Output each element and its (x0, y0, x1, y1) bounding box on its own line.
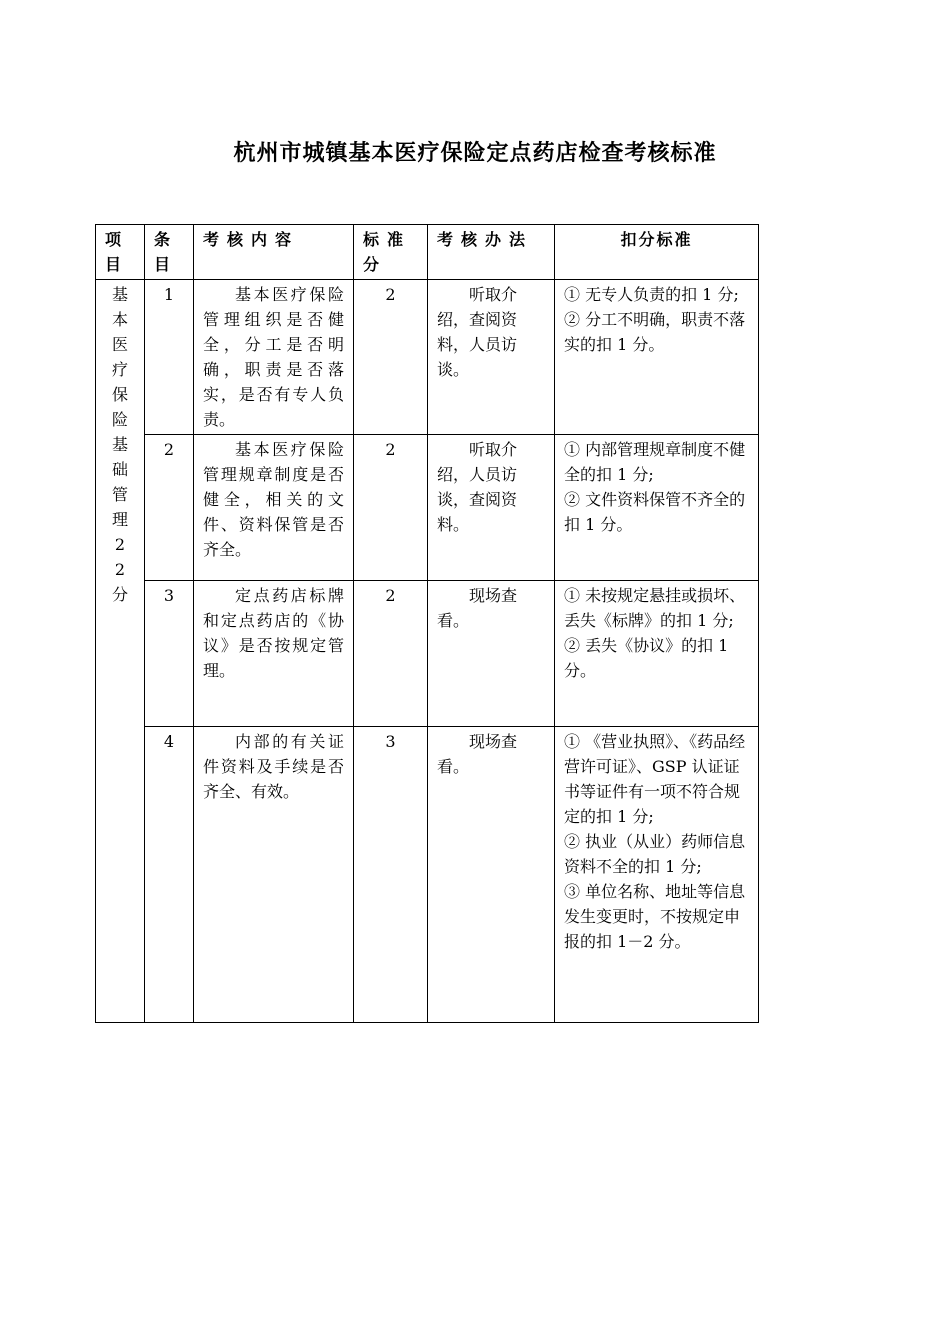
deduction-item: ② 丢失《协议》的扣 1 分。 (564, 636, 729, 680)
row-score: 3 (354, 727, 428, 1023)
deduction-item: ② 文件资料保管不齐全的扣 1 分。 (564, 490, 746, 534)
deduction-item: ② 执业（从业）药师信息资料不全的扣 1 分; (564, 832, 746, 876)
row-method: 现场查看。 (428, 581, 555, 727)
category-cell (96, 280, 145, 1023)
header-entry: 条目 (145, 225, 194, 280)
row-deduction (555, 581, 759, 727)
deduction-item: ① 未按规定悬挂或损坏、丢失《标牌》的扣 1 分; (564, 586, 746, 630)
row-content: 基本医疗保险管理规章制度是否健全，相关的文件、资料保管是否齐全。 (194, 435, 354, 581)
header-score: 标准分 (354, 225, 428, 280)
table-row (96, 435, 759, 581)
row-number: 1 (145, 280, 194, 435)
row-method: 听取介绍，查阅资料，人员访谈。 (428, 280, 555, 435)
header-content: 考核内容 (194, 225, 354, 280)
row-number: 4 (145, 727, 194, 1023)
deduction-item: ③ 单位名称、地址等信息发生变更时，不按规定申报的扣 1－2 分。 (564, 882, 746, 951)
row-content: 内部的有关证件资料及手续是否齐全、有效。 (194, 727, 354, 1023)
table-row (96, 727, 759, 1023)
row-content: 基本医疗保险管理组织是否健全，分工是否明确，职责是否落实，是否有专人负责。 (194, 280, 354, 435)
row-number: 3 (145, 581, 194, 727)
document-title: 杭州市城镇基本医疗保险定点药店检查考核标准 (233, 141, 717, 166)
table-row (96, 581, 759, 727)
table-header-row (96, 225, 759, 280)
row-content: 定点药店标牌和定点药店的《协议》是否按规定管理。 (194, 581, 354, 727)
row-deduction (555, 435, 759, 581)
row-method: 现场查看。 (428, 727, 555, 1023)
table-row (96, 280, 759, 435)
header-item: 项目 (96, 225, 145, 280)
row-score: 2 (354, 581, 428, 727)
row-number: 2 (145, 435, 194, 581)
deduction-item: ① 无专人负责的扣 1 分; (564, 285, 739, 304)
category-label: 基本医疗保险基础管理22分 (111, 285, 128, 604)
header-method: 考核办法 (428, 225, 555, 280)
row-score: 2 (354, 280, 428, 435)
assessment-table (95, 224, 759, 1023)
header-deduction: 扣分标准 (555, 225, 759, 280)
row-score: 2 (354, 435, 428, 581)
row-method: 听取介绍，人员访谈，查阅资料。 (428, 435, 555, 581)
deduction-item: ① 《营业执照》、《药品经营许可证》、GSP 认证证书等证件有一项不符合规定的扣 1 分; (564, 732, 746, 826)
row-deduction (555, 727, 759, 1023)
row-deduction (555, 280, 759, 435)
deduction-item: ① 内部管理规章制度不健全的扣 1 分; (564, 440, 746, 484)
deduction-item: ② 分工不明确，职责不落实的扣 1 分。 (564, 310, 746, 354)
